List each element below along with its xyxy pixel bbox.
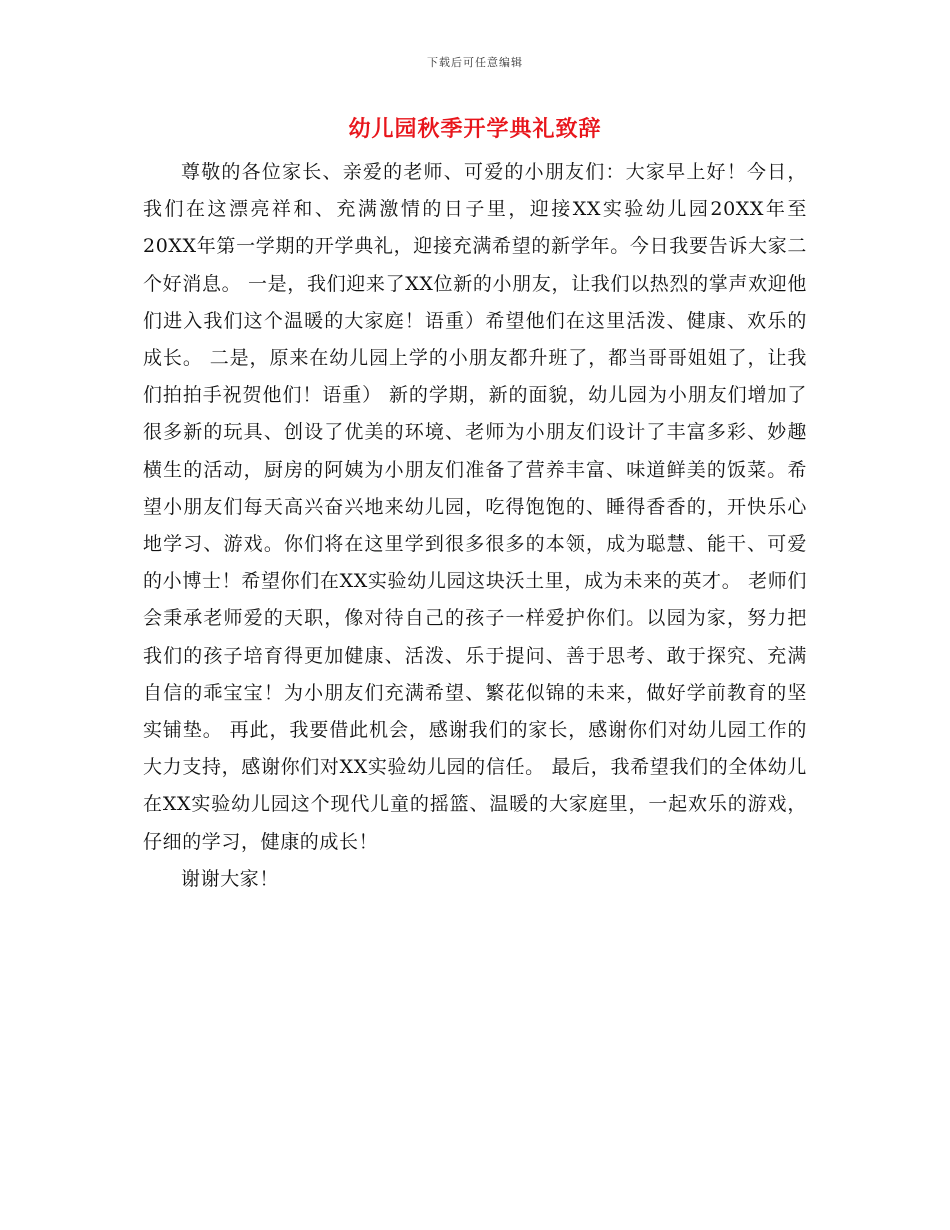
paragraph-main: 尊敬的各位家长、亲爱的老师、可爱的小朋友们：大家早上好！今日，我们在这漂亮祥和、充满激情的日子里，迎接XX实验幼儿园20XX年至20XX年第一学期的开学典礼，迎接充满希望的新学年。今日我要告诉大家二个好消息。 一是，我们迎来了XX位新的小朋友，让我们以热烈的掌声欢迎他们进入我们这个温暖的大家庭！语重）希望他们在这里活泼、健康、欢乐的成长。 二是，原来在幼儿园上学的小朋友都升班了，都当哥哥姐姐了，让我们拍拍手祝贺他们！语重） 新的学期，新的面貌，幼儿园为小朋友们增加了很多新的玩具、创设了优美的环境、老师为小朋友们设计了丰富多彩、妙趣横生的活动，厨房的阿姨为小朋友们准备了营养丰富、味道鲜美的饭菜。希望小朋友们每天高兴奋兴地来幼儿园，吃得饱饱的、睡得香香的，开快乐心地学习、游戏。你们将在这里学到很多很多的本领，成为聪慧、能干、可爱的小博士！希望你们在XX实验幼儿园这块沃土里，成为未来的英才。 老师们会秉承老师爱的天职，像对待自己的孩子一样爱护你们。以园为家，努力把我们的孩子培育得更加健康、活泼、乐于提问、善于思考、敢于探究、充满自信的乖宝宝！为小朋友们充满希望、繁花似锦的未来，做好学前教育的坚实铺垫。 再此，我要借此机会，感谢我们的家长，感谢你们对幼儿园工作的大力支持，感谢你们对XX实验幼儿园的信任。 最后，我希望我们的全体幼儿在XX实验幼儿园这个现代儿童的摇篮、温暖的大家庭里，一起欢乐的游戏，仔细的学习，健康的成长！	[143, 161, 807, 853]
document-body	[143, 154, 807, 898]
document-title: 幼儿园秋季开学典礼致辞	[348, 116, 602, 142]
header-note: 下载后可任意编辑	[427, 56, 523, 69]
paragraph-closing: 谢谢大家！	[181, 867, 280, 890]
